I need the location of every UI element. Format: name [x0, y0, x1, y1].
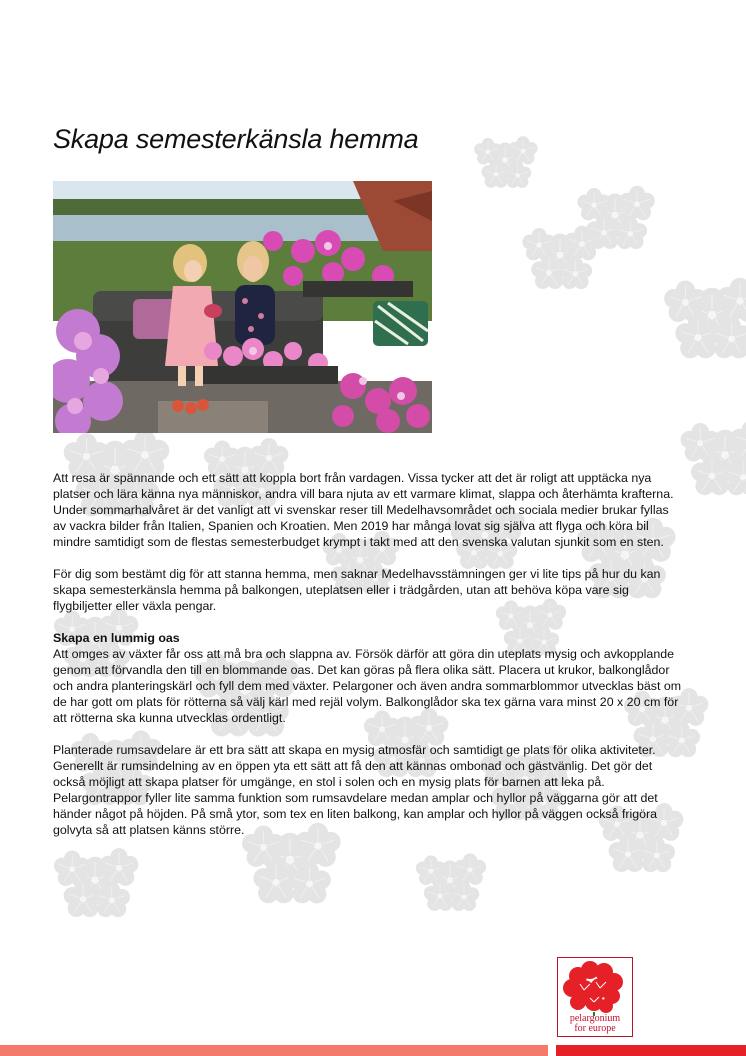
pelargonium-flower-icon	[558, 960, 632, 1016]
logo-text-line-1: pelargonium	[569, 1013, 621, 1024]
paragraph-oasis: Att omges av växter får oss att må bra och slappna av. Försök därför att göra din uteplats mysig och avkopplande genom att förvandla den till en blommande oas. Det kan göras på flera olika sätt. Placera ut krukor, balkonglådor och andra planteringskärl och fyll dem med växter. Pelargoner och även andra sommarblommor utvecklas bäst om de har gott om plats för rötterna så välj kärl med rejäl volym. Balkonglådor ska tex gärna vara minst 20 x 20 cm för att rötterna ska kunna utvecklas ordentligt.	[53, 647, 682, 725]
footer-bar-red	[556, 1045, 746, 1056]
logo-text-line-2: for europe	[574, 1023, 616, 1034]
pelargonium-for-europe-logo	[557, 957, 633, 1037]
footer-bar-coral	[0, 1045, 548, 1056]
paragraph-dividers: Planterade rumsavdelare är ett bra sätt att skapa en mysig atmosfär och samtidigt ge plats för olika aktiviteter. Generellt är rumsindelning av en öppen yta ett sätt att få den att kännas ombonad och gästvänlig. Det gör det också möjligt att skapa platser för umgänge, en stol i solen och en mysig plats för barnen att leka på. Pelargontrappor fyller lite samma funktion som rumsavdelare medan amplar och hyllor på väggarna gör att det händer något på höjden. På små ytor, som tex en liten balkong, kan amplar och hyllor på väggen också frigöra golvyta så att platsen känns större.	[53, 743, 658, 837]
subheading: Skapa en lummig oas	[53, 631, 180, 645]
page-title: Skapa semesterkänsla hemma	[53, 124, 419, 154]
article-body	[53, 470, 683, 854]
balcony-photo	[53, 181, 432, 433]
paragraph-tips: För dig som bestämt dig för att stanna hemma, men saknar Medelhavsstämningen ger vi lite tips på hur du kan skapa semesterkänsla hemma på balkongen, uteplatsen eller i trädgården, utan att behöva köpa vare sig flygbiljetter eller växla pengar.	[53, 567, 661, 613]
paragraph-intro: Att resa är spännande och ett sätt att koppla bort från vardagen. Vissa tycker att det är roligt att upptäcka nya platser och lära känna nya människor, andra vill bara njuta av ett varmare klimat, slappa och återhämta krafterna. Under sommarhalvåret är det vanligt att vi svenskar reser till Medelhavsområdet och sociala medier brukar fyllas av vackra bilder från Italien, Spanien och Kroatien. Men 2019 har många lovat sig själva att flyga och köra bil mindre samtidigt som de flestas semesterbudget krympt i takt med att den svenska valutan sjunkit som en sten.	[53, 471, 674, 549]
